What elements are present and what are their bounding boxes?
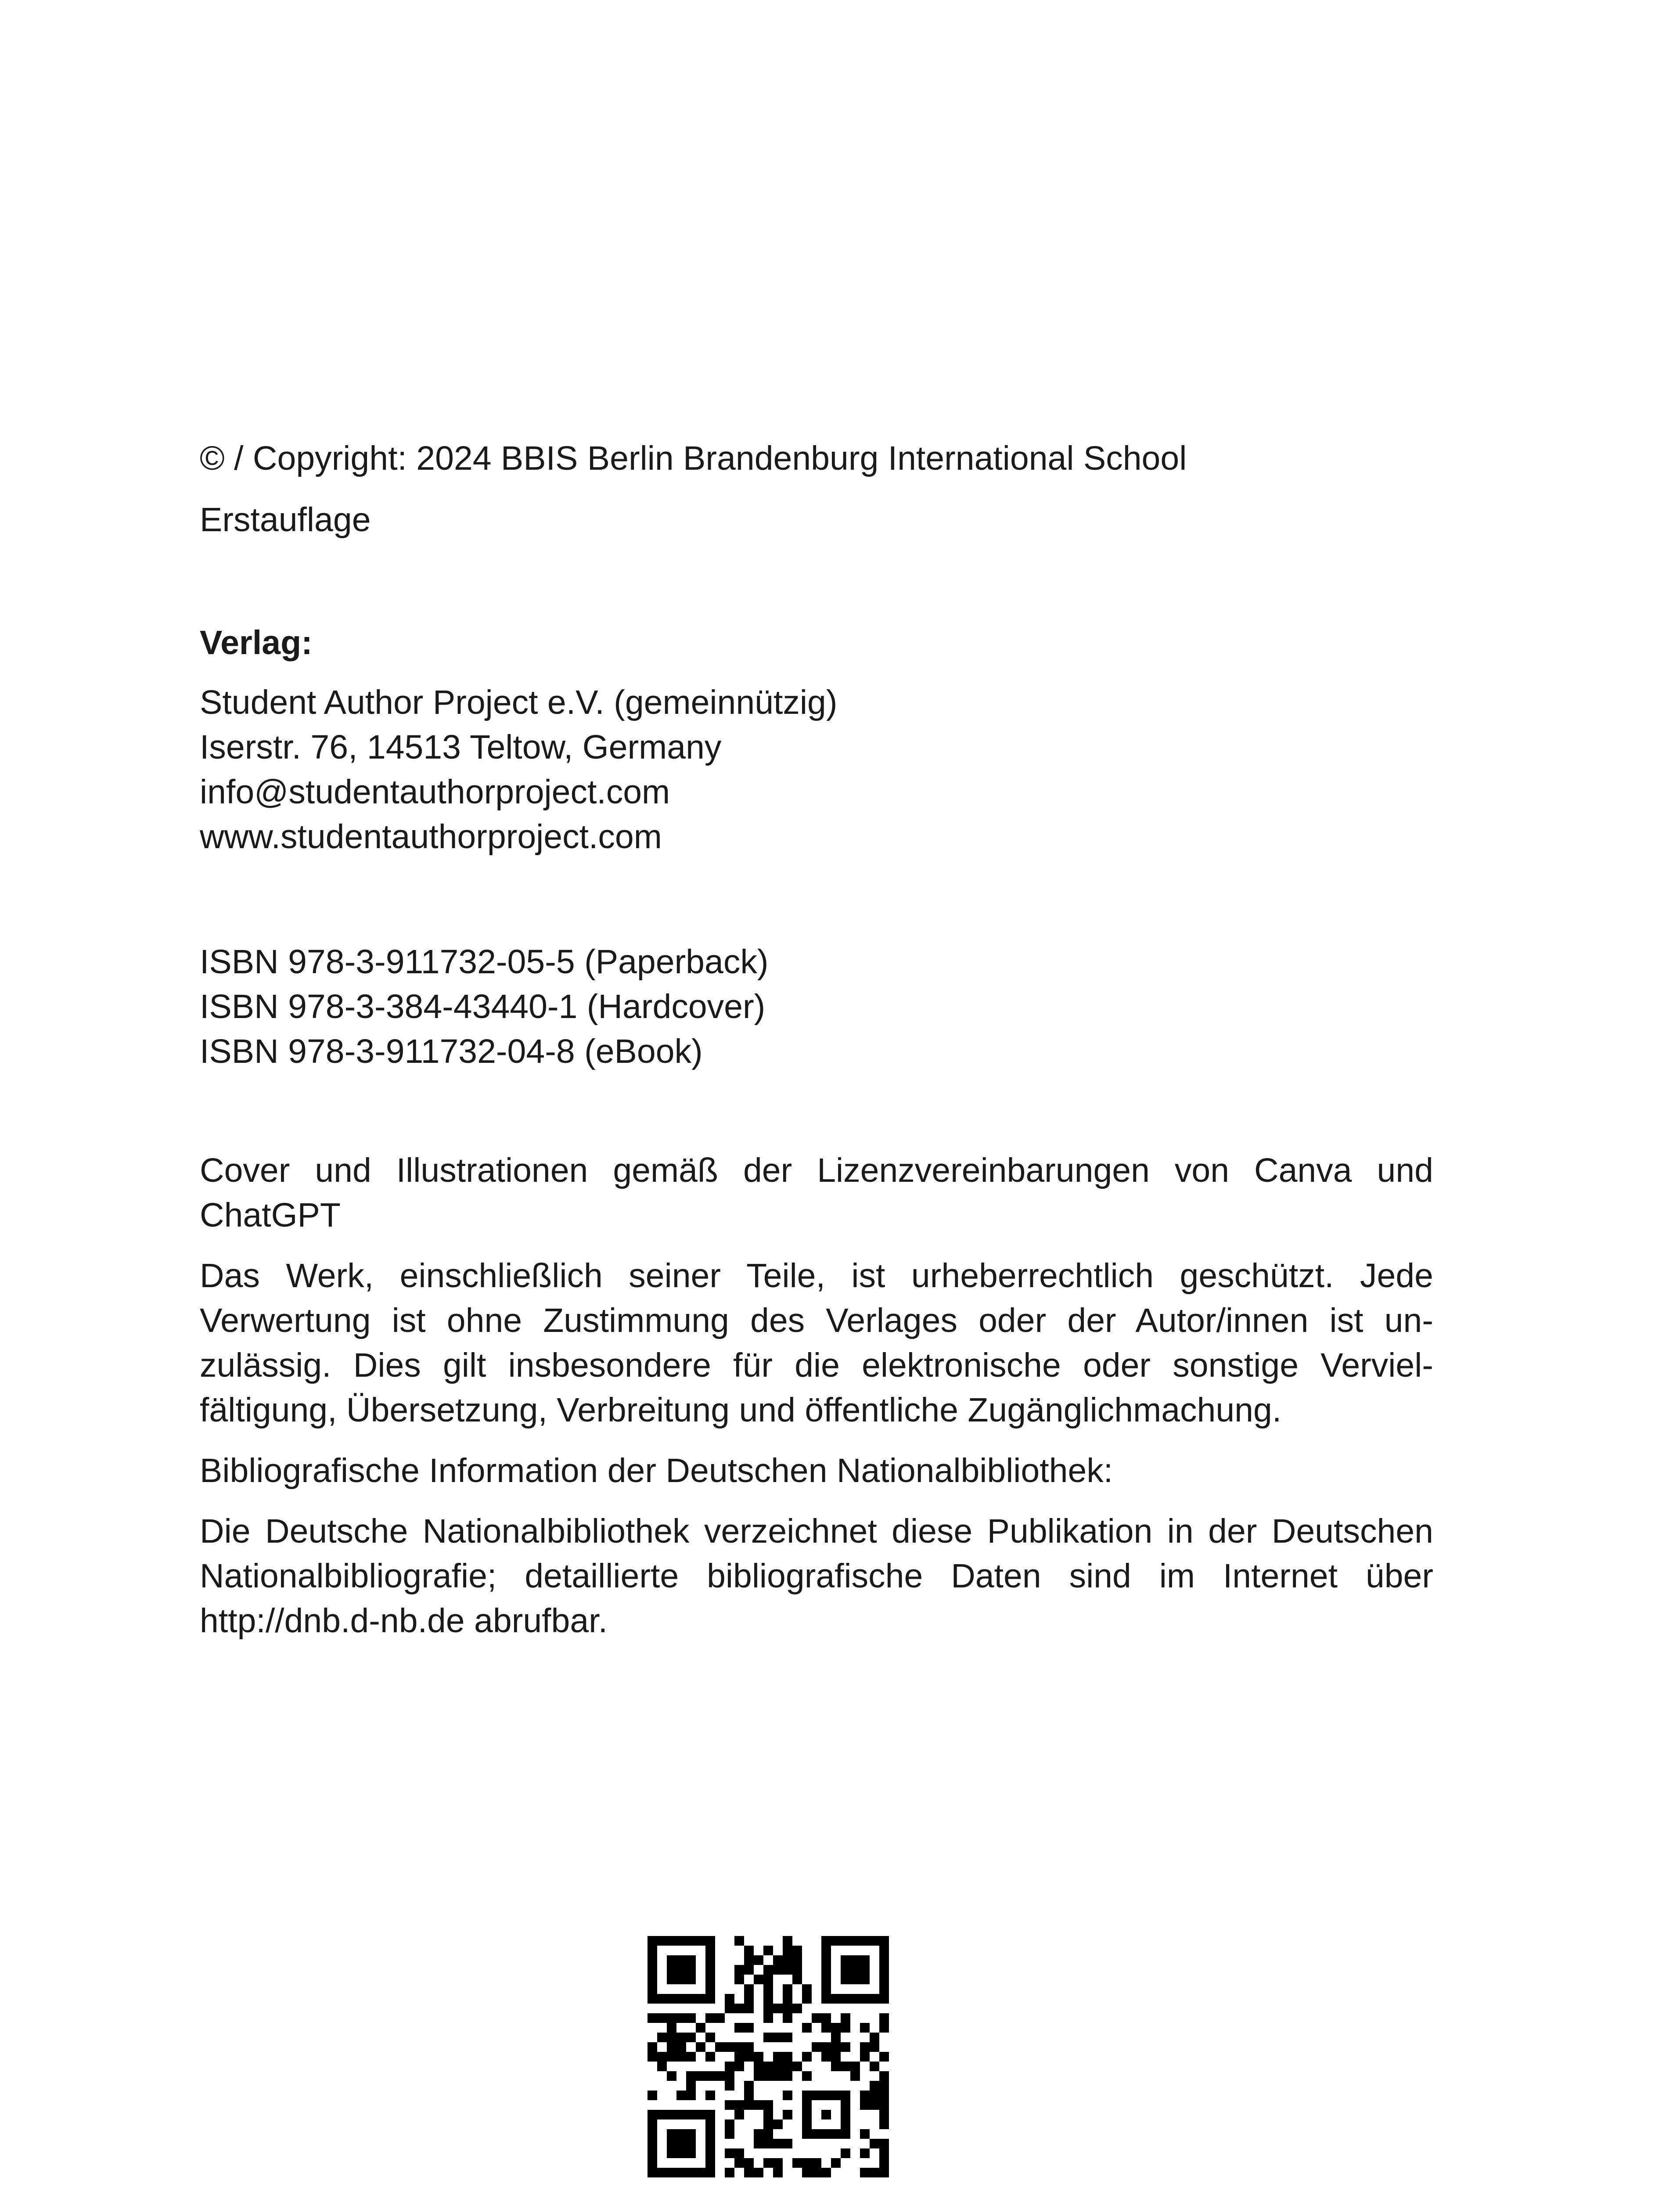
- isbn-block: [200, 939, 1433, 1074]
- edition-line: Erstauflage: [200, 501, 371, 539]
- publisher-website: www.studentauthorproject.com: [200, 818, 662, 856]
- copyright-line: © / Copyright: 2024 BBIS Berlin Brandenburg International School: [200, 439, 1187, 477]
- isbn-paperback: ISBN 978-3-911732-05-5 (Paperback): [200, 943, 769, 981]
- cover-note: Cover und Illustrationen gemäß der Lizenzvereinbarungen von Canva und ChatGPT: [200, 1151, 1433, 1234]
- publisher-block: [200, 620, 1433, 859]
- isbn-ebook: ISBN 978-3-911732-04-8 (eBook): [200, 1033, 703, 1070]
- qr-code-icon: [648, 1936, 889, 2177]
- isbn-hardcover: ISBN 978-3-384-43440-1 (Hardcover): [200, 988, 766, 1026]
- notes-block: [200, 1148, 1433, 1643]
- biblio-heading: Bibliografische Information der Deutschen Nationalbibliothek:: [200, 1452, 1113, 1490]
- publisher-address: Iserstr. 76, 14513 Teltow, Germany: [200, 728, 722, 766]
- publisher-heading: Verlag:: [200, 624, 313, 662]
- rights-note: Das Werk, einschließlich seiner Teile, ist urheberrechtlich geschützt. Jede Verwertung ist ohne Zustimmung des Verlages oder der Autor/innen ist unzulässig. Dies gilt insbesondere für die elektronische oder sonstige Vervielfältigung, Übersetzung, Verbreitung und öffentliche Zugänglichmachung.: [200, 1257, 1433, 1429]
- biblio-text: Die Deutsche Nationalbibliothek verzeichnet diese Publikation in der Deutschen Nationalbibliografie; detaillierte bibliografische Daten sind im Internet über http://dnb.d-nb.de abrufbar.: [200, 1512, 1433, 1640]
- publisher-name: Student Author Project e.V. (gemeinnützig): [200, 684, 838, 721]
- copyright-block: [200, 436, 1433, 542]
- publisher-email: info@studentauthorproject.com: [200, 773, 670, 811]
